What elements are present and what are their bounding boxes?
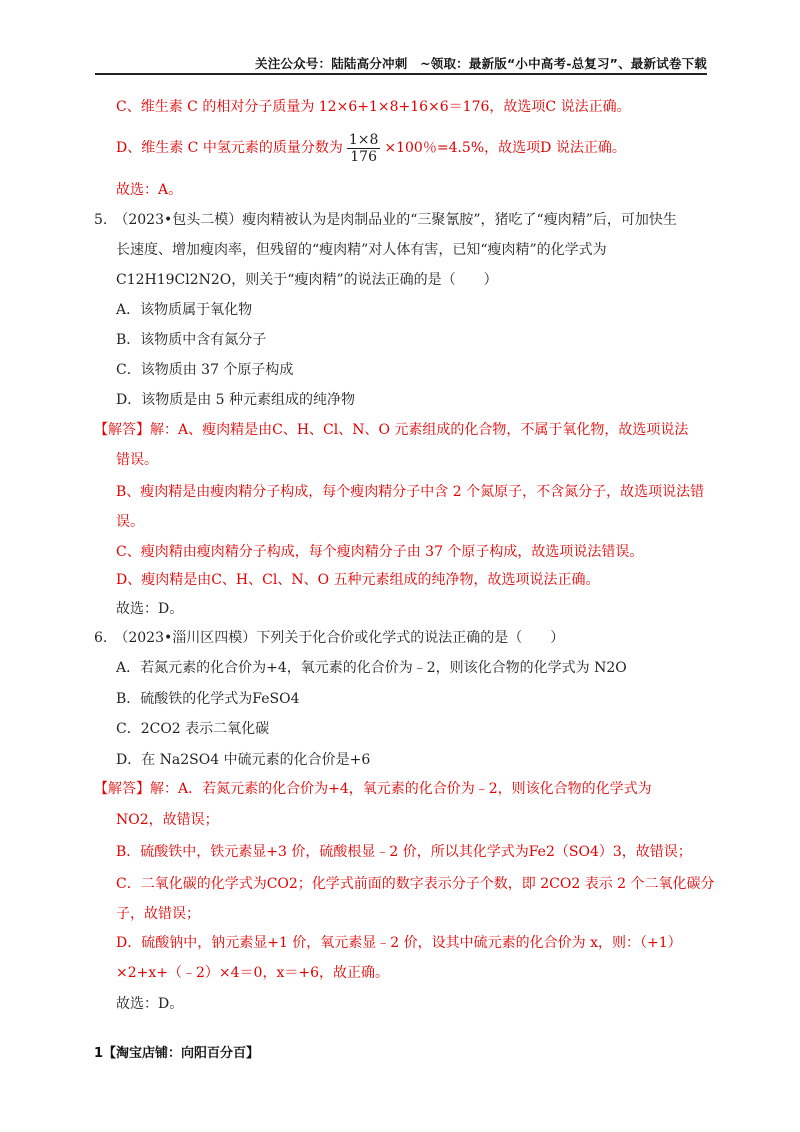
prev-answer: 故选：A。: [116, 182, 183, 198]
q6-solution-d: D．硫酸钠中，钠元素显+1 价，氧元素显﹣2 价，设其中硫元素的化合价为 x，则：（+1）: [116, 935, 682, 951]
q5-solution-b: B、瘦肉精是由瘦肉精分子构成，每个瘦肉精分子中含 2 个氮原子，不含氮分子，故选项说法错: [116, 484, 705, 500]
q5-solution-a-text: 解：A、瘦肉精是由C、H、Cl、N、O 元素组成的化合物，不属于氧化物，故选项说法: [150, 422, 689, 438]
q5-stem-line3: [116, 270, 498, 290]
prev-solution-d-post: ×100％=4.5%，故选项D 说法正确。: [384, 140, 626, 156]
q6-stem: 6. （2023•淄川区四模）下列关于化合价或化学式的说法正确的是（ ）: [94, 630, 565, 646]
q5-formula: C12H19Cl2N2O: [116, 272, 232, 288]
prev-solution-d-pre: D、维生素 C 中氢元素的质量分数为: [116, 140, 343, 156]
q5-option-b: B．该物质中含有氮分子: [116, 332, 267, 348]
fraction-denominator: 176: [350, 148, 377, 165]
q6-solution-a-cont: NO2，故错误；: [116, 812, 219, 828]
q5-stem-line1: 5. （2023•包头二模）瘦肉精被认为是肉制品业的“三聚氰胺”，猪吃了“瘦肉精”后，可加快生: [94, 212, 677, 228]
q6-solution-c: C．二氧化碳的化学式为CO2；化学式前面的数字表示分子个数，即 2CO2 表示 2 个二氧化碳分: [116, 876, 715, 892]
q5-solution-b-cont: 误。: [116, 514, 144, 530]
q6-solution-b: B．硫酸铁中，铁元素显+3 价，硫酸根显﹣2 价，所以其化学式为Fe2（SO4）3，故错误；: [116, 844, 692, 860]
prev-solution-d: [116, 130, 626, 166]
answer-tag: 【解答】: [94, 422, 150, 438]
q6-solution-c-cont: 子，故错误；: [116, 906, 200, 922]
q6-answer: 故选：D。: [116, 996, 184, 1012]
q5-solution-a: [94, 420, 688, 440]
fraction: [347, 132, 381, 165]
q6-option-a: A．若氮元素的化合价为+4，氧元素的化合价为﹣2，则该化合物的化学式为 N2O: [116, 660, 627, 676]
q6-solution-d-cont: ×2+x+（﹣2）×4＝0，x＝+6，故正确。: [116, 965, 389, 981]
header-divider: [95, 73, 707, 75]
fraction-numerator: 1×8: [348, 131, 379, 148]
q5-option-a: A．该物质属于氧化物: [116, 302, 253, 318]
page-footer: 1【淘宝店铺：向阳百分百】: [94, 1046, 260, 1061]
q6-option-b: B．硫酸铁的化学式为FeSO4: [116, 691, 300, 707]
q6-solution-a: [94, 779, 652, 799]
q5-option-c: C．该物质由 37 个原子构成: [116, 362, 294, 378]
answer-tag: 【解答】: [94, 781, 150, 797]
q6-option-c: C．2CO2 表示二氧化碳: [116, 721, 270, 737]
prev-solution-c: C、维生素 C 的相对分子质量为 12×6+1×8+16×6＝176，故选项C 说法正确。: [116, 99, 631, 115]
q6-solution-a-text: 解：A．若氮元素的化合价为+4，氧元素的化合价为﹣2，则该化合物的化学式为: [150, 781, 652, 797]
q5-solution-c: C、瘦肉精由瘦肉精分子构成，每个瘦肉精分子由 37 个原子构成，故选项说法错误。: [116, 544, 644, 560]
q5-option-d: D．该物质是由 5 种元素组成的纯净物: [116, 392, 356, 408]
q5-solution-a-cont: 错误。: [116, 452, 158, 468]
q5-solution-d: D、瘦肉精是由C、H、Cl、N、O 五种元素组成的纯净物，故选项说法正确。: [116, 572, 600, 588]
q5-stem-line3-text: ，则关于“瘦肉精”的说法正确的是（ ）: [231, 272, 498, 288]
q6-option-d: D．在 Na2SO4 中硫元素的化合价是+6: [116, 752, 371, 768]
page-header: 关注公众号：陆陆高分冲刺 ~领取：最新版“小中高考-总复习”、最新试卷下载: [255, 56, 707, 71]
q5-answer: 故选：D。: [116, 601, 184, 617]
q5-stem-line2: 长速度、增加瘦肉率，但残留的“瘦肉精”对人体有害，已知“瘦肉精”的化学式为: [116, 242, 607, 258]
